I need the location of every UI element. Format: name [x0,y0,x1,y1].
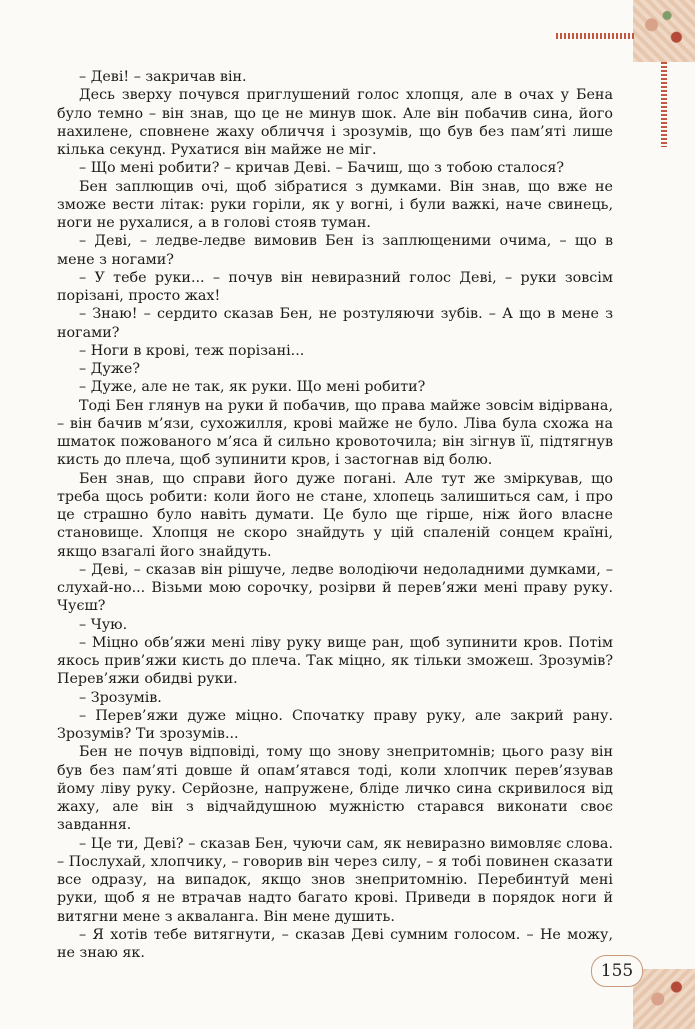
paragraph: – Я хотів тебе витягнути, – сказав Деві сумним голосом. – Не можу, не знаю як. [57,926,613,961]
paragraph: – Що мені робити? – кричав Деві. – Бачиш, що з тобою сталося? [79,160,565,177]
ornament-line-horizontal [556,33,634,39]
folk-ornament-top-icon [633,0,695,62]
paragraph: – Ноги в крові, теж порізані... [79,342,305,359]
paragraph: – Перев’яжи дуже міцно. Спочатку праву руку, але закрий рану. Зрозумів? Ти зрозумів... [57,707,613,742]
paragraph: – Чую. [79,616,128,633]
paragraph: – Зрозумів. [79,689,162,706]
paragraph: – Знаю! – сердито сказав Бен, не розтуляючи зубів. – А що в мене з ногами? [57,306,613,341]
paragraph: – Це ти, Деві? – сказав Бен, чуючи сам, як невиразно вимовляє слова. – Послухай, хлопчику, – говорив він через силу, – я тобі повинен сказати все одразу, на випадок, якщо знов знепритомнію. Перебинтуй мені руки, щоб я не втрачав надто багато крові. Приведи в порядок ноги й витягни мене з акваланга. Він мене душить. [57,835,613,925]
page-number: 155 [591,955,643,987]
paragraph: Тоді Бен глянув на руки й побачив, що права майже зовсім відірвана, – він бачив м’язи, сухожилля, крові майже не було. Ліва була схожа на шматок пожованого м’яса й сильно кровоточила; він зігнув її, підтягнув кисть до плеча, щоб зупинити кров, і застогнав від болю. [57,397,613,469]
paragraph: – У тебе руки... – почув він невиразний голос Деві, – руки зовсім порізані, просто жах! [57,269,613,304]
folk-ornament-bottom-icon [633,969,695,1029]
paragraph: – Дуже, але не так, як руки. Що мені робити? [79,379,426,396]
paragraph: – Деві, – сказав він рішуче, ледве володіючи недоладними думками, – слухай-но... Візьми мою сорочку, розірви й перев’яжи мені праву руку. Чуєш? [57,561,613,615]
paragraph: Десь зверху почувся приглушений голос хлопця, але в очах у Бена було темно – він знав, що це не минув шок. Але він побачив сина, його нахилене, сповнене жаху обличчя і зрозумів, що був без пам’яті лише кілька секунд. Рухатися він майже не міг. [57,87,613,158]
paragraph: Бен не почув відповіді, тому що знову знепритомнів; цього разу він був без пам’яті довше й опам’ятався тоді, коли хлопчик перев’язував йому ліву руку. Серйозне, напружене, бліде личко сина скривилося від жаху, але він з відчайдушною мужністю старався виконати своє завдання. [57,744,613,834]
story-text [57,68,613,962]
paragraph: – Дуже? [79,361,141,377]
paragraph: – Деві! – закричав він. [79,69,247,85]
paragraph: Бен заплющив очі, щоб зібратися з думками. Він знав, що вже не зможе вести літак: руки горіли, як у вогні, і були важкі, наче свинець, ноги не рухалися, а в голові стояв туман. [57,178,613,231]
ornament-line-vertical [661,62,667,147]
paragraph: Бен знав, що справи його дуже погані. Але тут же зміркував, що треба щось робити: коли його не стане, хлопець залишиться сам, і про це страшно було навіть думати. Це було ще гірше, ніж його власне становище. Хлопця не скоро знайдуть у цій спаленій сонцем країні, якщо взагалі його знайдуть. [57,470,613,560]
paragraph: – Деві, – ледве-ледве вимовив Бен із заплющеними очима, – що в мене з ногами? [57,233,613,268]
paragraph: – Міцно обв’яжи мені ліву руку вище ран, щоб зупинити кров. Потім якось прив’яжи кисть до плеча. Так міцно, як тільки зможеш. Зрозумів? Перев’яжи обидві руки. [57,634,613,688]
